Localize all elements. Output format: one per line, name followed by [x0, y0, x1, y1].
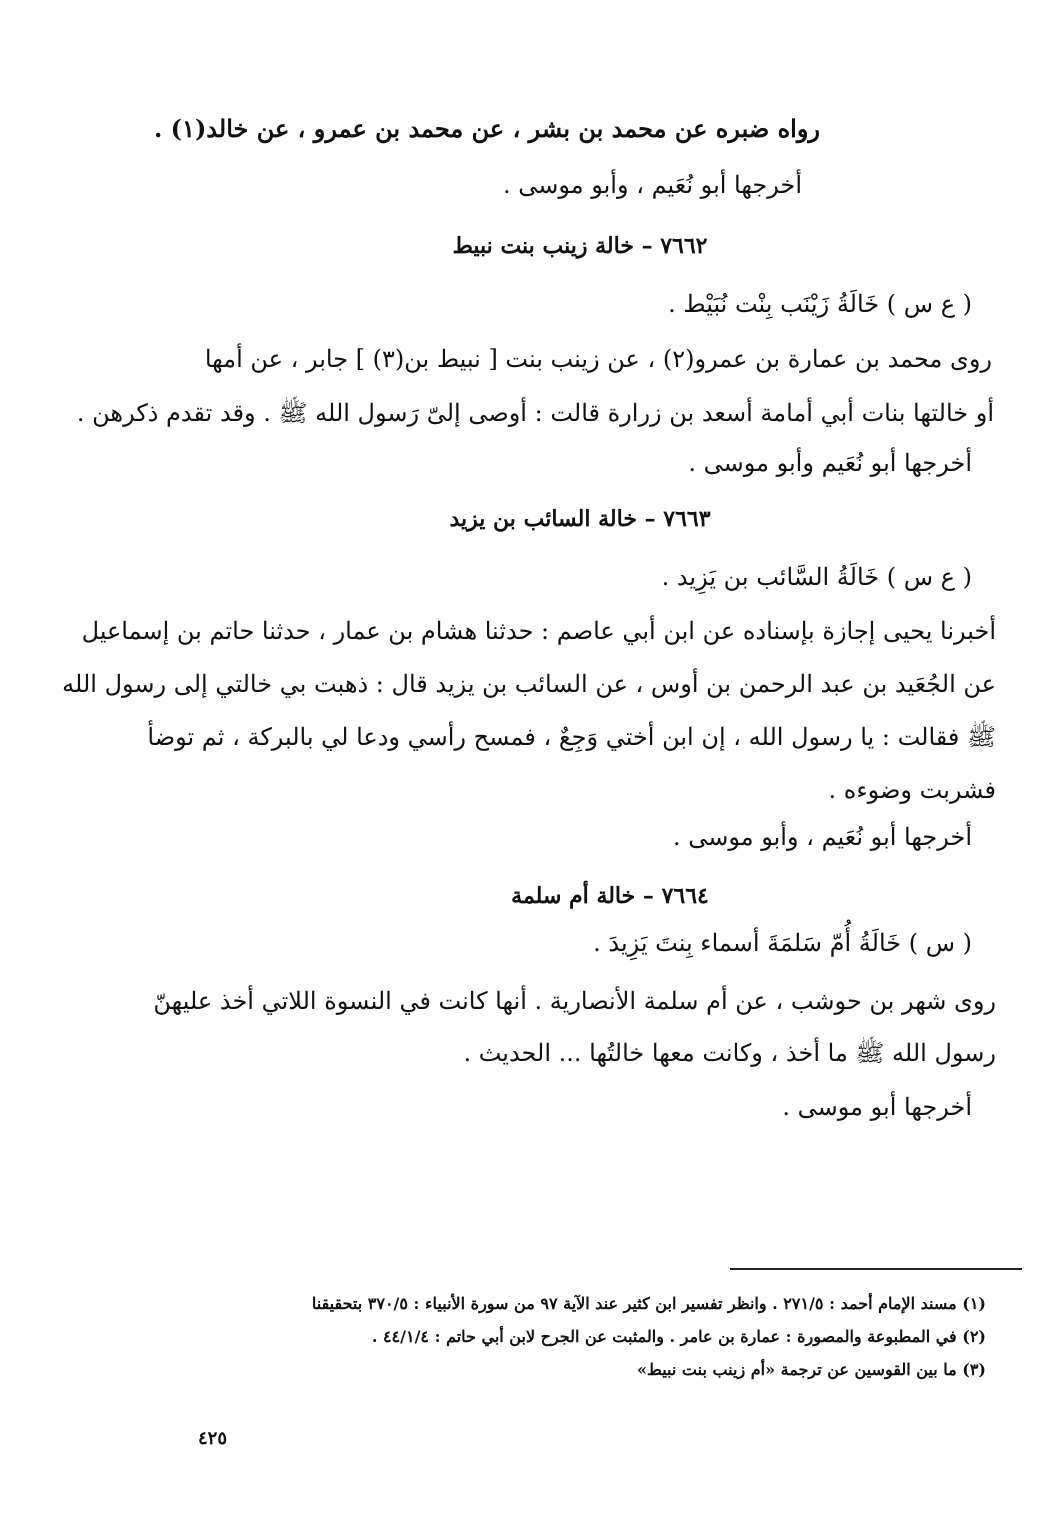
text-line-3: ( ع س ) خَالَةُ زَيْنَب بِنْت نُبَيْط .: [668, 290, 972, 318]
text-line-10: ﷺ فقالت : يا رسول الله ، إن ابن أختي وَجِعٌ ، فمسح رأسي ودعا لي بالبركة ، ثم توضأ: [147, 723, 996, 751]
entry-heading-7662: ٧٦٦٢ – خالة زينب بنت نبيط: [452, 233, 708, 259]
text-line-9: عن الجُعَيد بن عبد الرحمن بن أوس ، عن السائب بن يزيد قال : ذهبت بي خالتي إلى رسول الله: [62, 670, 996, 698]
text-line-12: أخرجها أبو نُعَيم ، وأبو موسى .: [672, 823, 972, 851]
text-line-8: أخبرنا يحيى إجازة بإسناده عن ابن أبي عاصم : حدثنا هشام بن عمار ، حدثنا حاتم بن إسماعيل: [81, 617, 996, 645]
text-line-11: فشربت وضوءه .: [828, 776, 996, 804]
text-line-7: ( ع س ) خَالَةُ السَّائب بن يَزِيد .: [661, 563, 972, 591]
text-line-2: أخرجها أبو نُعَيم ، وأبو موسى .: [502, 171, 802, 199]
footnote-1: (١) مسند الإمام أحمد : ٢٧١/٥ . وانظر تفسير ابن كثير عند الآية ٩٧ من سورة الأنبياء : ٣٧٠/٥ بتحقيقنا: [311, 1294, 986, 1313]
text-line-15: رسول الله ﷺ ما أخذ ، وكانت معها خالتُها ... الحديث .: [463, 1039, 996, 1067]
text-line-14: روى شهر بن حوشب ، عن أم سلمة الأنصارية . أنها كانت في النسوة اللاتي أخذ عليهنّ: [153, 987, 996, 1015]
footnote-2: (٢) في المطبوعة والمصورة : عمارة بن عامر . والمثبت عن الجرح لابن أبي حاتم : ٤٤/١/٤ .: [371, 1327, 986, 1346]
footnote-separator: [730, 1268, 1022, 1270]
page-number: ٤٢٥: [198, 1428, 228, 1449]
entry-heading-7663: ٧٦٦٣ – خالة السائب بن يزيد: [449, 506, 711, 532]
text-line-13: ( س ) خَالَةُ أُمّ سَلمَةَ أسماء بِنتَ يَزِيدَ .: [593, 929, 972, 957]
entry-heading-7664: ٧٦٦٤ – خالة أم سلمة: [511, 883, 709, 909]
text-line-1: رواه ضبره عن محمد بن بشر ، عن محمد بن عمرو ، عن خالد(١) .: [153, 114, 820, 143]
footnote-3: (٣) ما بين القوسين عن ترجمة «أم زينب بنت نبيط»: [637, 1360, 986, 1379]
text-line-16: أخرجها أبو موسى .: [782, 1093, 972, 1121]
text-line-6: أخرجها أبو نُعَيم وأبو موسى .: [688, 449, 972, 477]
text-line-4: روى محمد بن عمارة بن عمرو(٢) ، عن زينب بنت [ نبيط بن(٣) ] جابر ، عن أمها: [204, 345, 992, 373]
text-line-5: أو خالتها بنات أبي أمامة أسعد بن زرارة قالت : أوصى إلىّ رَسول الله ﷺ . وقد تقدم ذكرهن .: [76, 399, 994, 427]
